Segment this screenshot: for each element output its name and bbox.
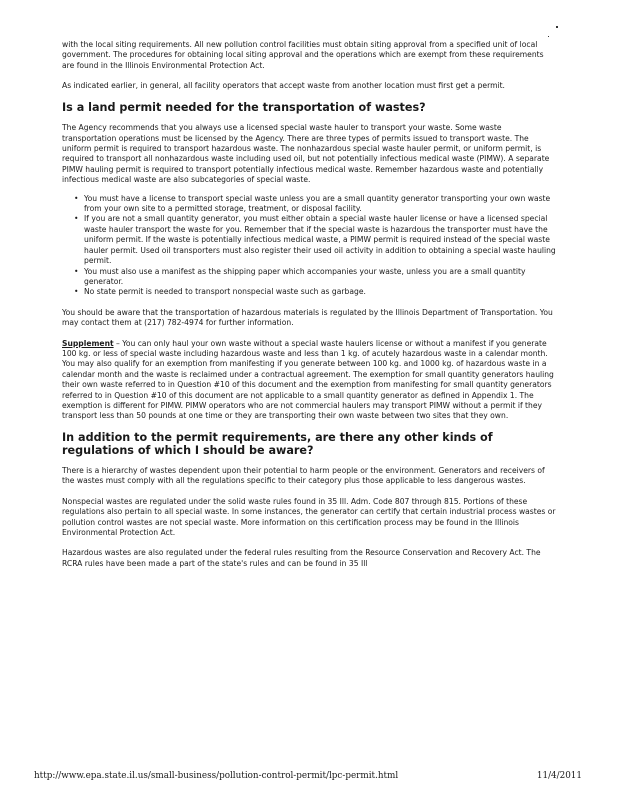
scan-speck [548,36,549,37]
supplement-label: Supplement [62,338,114,348]
paragraph-hazardous: Hazardous wastes are also regulated under the federal rules resulting from the Resource Conservation and Recovery Act. The RCRA rules have been made a part of the state's rules and can be found in 35 Ill [62,548,541,568]
paragraph-siting: with the local siting requirements. All new pollution control facilities must obtain siting approval from a specified unit of local government. The procedures for obtaining local siting approval and the operations which are exempt from these requirements are found in the Illinois Environmental Protection Act. [62,40,544,70]
paragraph-supplement [62,339,558,422]
paragraph-permit-required: As indicated earlier, in general, all facility operators that accept waste from another location must first get a permit. [62,81,505,91]
paragraph-hauler: The Agency recommends that you always use a licensed special waste hauler to transport your waste. Some waste transportation operations must be licensed by the Agency. There are three types of permits issued to transport waste. The uniform permit is required to transport hazardous waste. The nonhazardous special waste hauler permit, or uniform permit, is required to transport all nonhazardous waste including used oil, but not potentially infectious medical waste (PIMW). A separate PIMW hauling permit is required to transport potentially infectious medical waste. Remember hazardous waste and potentially infectious medical waste are also subcategories of special waste. [62,123,550,185]
supplement-text: – You can only haul your own waste without a special waste haulers license or without a manifest if you generate 100 kg. or less of special waste including hazardous waste and less than 1 kg. of acutely hazardous waste in a calendar month. You may also qualify for an exemption from manifesting if you generate between 100 kg. and 1000 kg. of hazardous waste in a calendar month and the waste is reclaimed under a contractual agreement. The exemption for small quantity generators hauling their own waste referred to in Question #10 of this document and the exemption from manifesting for small quantity generators referred to in Question #10 of this document are not applicable to a small quantity generator as defined in Appendix 1. The exemption is different for PIMW. PIMW operators who are not commercial haulers may transport PIMW without a permit if they transport less than 50 pounds at one time or they are transporting their own waste between two sites that they own. [62,338,554,421]
list-item: • No state permit is needed to transport nonspecial waste such as garbage. [84,287,558,297]
footer-date: 11/4/2011 [536,771,582,781]
list-item: • You must also use a manifest as the shipping paper which accompanies your waste, unless you are a small quantity generator. [84,267,558,288]
heading-transportation: Is a land permit needed for the transportation of wastes? [62,100,426,114]
paragraph-nonspecial: Nonspecial wastes are regulated under the solid waste rules found in 35 Ill. Adm. Code 807 through 815. Portions of these regulations also pertain to all special waste. In some instances, the generator can certify that certain industrial process wastes or pollution control wastes are not special waste. More information on this certification process may be found in the Illinois Environmental Protection Act. [62,496,556,537]
document-body [62,40,558,569]
heading-other-regulations: In addition to the permit requirements, are there any other kinds of regulations of which I should be aware? [62,430,493,458]
paragraph-idot: You should be aware that the transportation of hazardous materials is regulated by the Illinois Department of Transportation. You may contact them at (217) 782-4974 for further information. [62,307,553,328]
paragraph-hierarchy: There is a hierarchy of wastes dependent upon their potential to harm people or the environment. Generators and receivers of the wastes must comply with all the regulations specific to their category plus those applicable to less dangerous wastes. [62,465,545,486]
bullet-list [62,194,558,298]
footer-url: http://www.epa.state.il.us/small-business/pollution-control-permit/lpc-permit.html [34,771,399,781]
scan-speck [556,26,558,28]
list-item: • If you are not a small quantity generator, you must either obtain a special waste hauler license or have a licensed special waste hauler transport the waste for you. Remember that if the special waste is hazardous the transporter must have the uniform permit. If the waste is potentially infectious medical waste, a PIMW permit is required instead of the special waste hauler permit. Used oil transporters must also register their used oil activity in addition to obtaining a special waste hauling permit. [84,214,558,266]
list-item: • You must have a license to transport special waste unless you are a small quantity generator transporting your own waste from your own site to a permitted storage, treatment, or disposal facility. [84,194,558,215]
